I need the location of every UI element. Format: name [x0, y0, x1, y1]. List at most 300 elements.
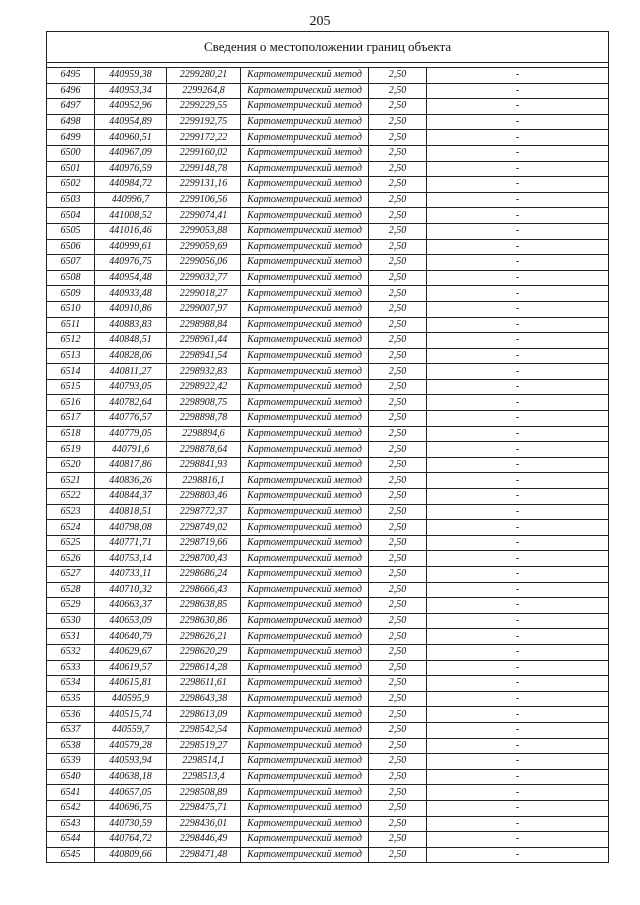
x-coordinate-cell: 440976,75	[95, 255, 167, 271]
x-coordinate-cell: 440696,75	[95, 800, 167, 816]
accuracy-cell: 2,50	[369, 598, 427, 614]
accuracy-cell: 2,50	[369, 348, 427, 364]
description-cell: -	[427, 738, 609, 754]
accuracy-cell: 2,50	[369, 520, 427, 536]
accuracy-cell: 2,50	[369, 847, 427, 863]
x-coordinate-cell: 440771,71	[95, 535, 167, 551]
accuracy-cell: 2,50	[369, 145, 427, 161]
table-row	[47, 130, 609, 146]
point-number-cell: 6539	[47, 754, 95, 770]
x-coordinate-cell: 440753,14	[95, 551, 167, 567]
y-coordinate-cell: 2299172,22	[167, 130, 241, 146]
method-cell: Картометрический метод	[241, 411, 369, 427]
x-coordinate-cell: 440782,64	[95, 395, 167, 411]
table-row	[47, 395, 609, 411]
x-coordinate-cell: 440960,51	[95, 130, 167, 146]
point-number-cell: 6502	[47, 177, 95, 193]
accuracy-cell: 2,50	[369, 114, 427, 130]
method-cell: Картометрический метод	[241, 644, 369, 660]
x-coordinate-cell: 440933,48	[95, 286, 167, 302]
accuracy-cell: 2,50	[369, 457, 427, 473]
description-cell: -	[427, 145, 609, 161]
table-row	[47, 145, 609, 161]
method-cell: Картометрический метод	[241, 442, 369, 458]
section-title-row	[47, 32, 609, 63]
table-row	[47, 660, 609, 676]
table-row	[47, 738, 609, 754]
accuracy-cell: 2,50	[369, 364, 427, 380]
x-coordinate-cell: 440733,11	[95, 567, 167, 583]
accuracy-cell: 2,50	[369, 130, 427, 146]
y-coordinate-cell: 2298666,43	[167, 582, 241, 598]
description-cell: -	[427, 676, 609, 692]
description-cell: -	[427, 613, 609, 629]
accuracy-cell: 2,50	[369, 99, 427, 115]
point-number-cell: 6495	[47, 68, 95, 84]
y-coordinate-cell: 2299059,69	[167, 239, 241, 255]
y-coordinate-cell: 2298471,48	[167, 847, 241, 863]
accuracy-cell: 2,50	[369, 582, 427, 598]
table-row	[47, 192, 609, 208]
x-coordinate-cell: 440999,61	[95, 239, 167, 255]
description-cell: -	[427, 255, 609, 271]
method-cell: Картометрический метод	[241, 457, 369, 473]
y-coordinate-cell: 2299148,78	[167, 161, 241, 177]
description-cell: -	[427, 348, 609, 364]
table-row	[47, 442, 609, 458]
method-cell: Картометрический метод	[241, 551, 369, 567]
method-cell: Картометрический метод	[241, 754, 369, 770]
y-coordinate-cell: 2299032,77	[167, 270, 241, 286]
table-row	[47, 286, 609, 302]
table-row	[47, 800, 609, 816]
description-cell: -	[427, 504, 609, 520]
description-cell: -	[427, 457, 609, 473]
table-row	[47, 161, 609, 177]
method-cell: Картометрический метод	[241, 348, 369, 364]
method-cell: Картометрический метод	[241, 785, 369, 801]
method-cell: Картометрический метод	[241, 161, 369, 177]
description-cell: -	[427, 769, 609, 785]
point-number-cell: 6534	[47, 676, 95, 692]
x-coordinate-cell: 440959,38	[95, 68, 167, 84]
y-coordinate-cell: 2298700,43	[167, 551, 241, 567]
description-cell: -	[427, 130, 609, 146]
table-body	[47, 32, 609, 863]
y-coordinate-cell: 2298626,21	[167, 629, 241, 645]
accuracy-cell: 2,50	[369, 395, 427, 411]
point-number-cell: 6523	[47, 504, 95, 520]
accuracy-cell: 2,50	[369, 613, 427, 629]
description-cell: -	[427, 68, 609, 84]
y-coordinate-cell: 2298749,02	[167, 520, 241, 536]
y-coordinate-cell: 2298519,27	[167, 738, 241, 754]
table-row	[47, 613, 609, 629]
description-cell: -	[427, 333, 609, 349]
point-number-cell: 6529	[47, 598, 95, 614]
y-coordinate-cell: 2299229,55	[167, 99, 241, 115]
method-cell: Картометрический метод	[241, 660, 369, 676]
method-cell: Картометрический метод	[241, 613, 369, 629]
method-cell: Картометрический метод	[241, 535, 369, 551]
description-cell: -	[427, 161, 609, 177]
description-cell: -	[427, 114, 609, 130]
x-coordinate-cell: 440657,05	[95, 785, 167, 801]
table-row	[47, 364, 609, 380]
method-cell: Картометрический метод	[241, 255, 369, 271]
table-row	[47, 567, 609, 583]
x-coordinate-cell: 440779,05	[95, 426, 167, 442]
description-cell: -	[427, 317, 609, 333]
description-cell: -	[427, 582, 609, 598]
accuracy-cell: 2,50	[369, 379, 427, 395]
description-cell: -	[427, 489, 609, 505]
description-cell: -	[427, 270, 609, 286]
table-row	[47, 598, 609, 614]
accuracy-cell: 2,50	[369, 832, 427, 848]
method-cell: Картометрический метод	[241, 567, 369, 583]
x-coordinate-cell: 441016,46	[95, 223, 167, 239]
y-coordinate-cell: 2299007,97	[167, 301, 241, 317]
x-coordinate-cell: 441008,52	[95, 208, 167, 224]
table-row	[47, 644, 609, 660]
method-cell: Картометрический метод	[241, 738, 369, 754]
accuracy-cell: 2,50	[369, 161, 427, 177]
table-row	[47, 317, 609, 333]
y-coordinate-cell: 2298630,86	[167, 613, 241, 629]
y-coordinate-cell: 2299192,75	[167, 114, 241, 130]
table-row	[47, 426, 609, 442]
y-coordinate-cell: 2299056,06	[167, 255, 241, 271]
method-cell: Картометрический метод	[241, 317, 369, 333]
table-row	[47, 457, 609, 473]
method-cell: Картометрический метод	[241, 364, 369, 380]
table-row	[47, 177, 609, 193]
table-row	[47, 114, 609, 130]
accuracy-cell: 2,50	[369, 68, 427, 84]
accuracy-cell: 2,50	[369, 426, 427, 442]
method-cell: Картометрический метод	[241, 520, 369, 536]
point-number-cell: 6505	[47, 223, 95, 239]
x-coordinate-cell: 440798,08	[95, 520, 167, 536]
x-coordinate-cell: 440764,72	[95, 832, 167, 848]
table-row	[47, 489, 609, 505]
point-number-cell: 6513	[47, 348, 95, 364]
accuracy-cell: 2,50	[369, 83, 427, 99]
method-cell: Картометрический метод	[241, 145, 369, 161]
y-coordinate-cell: 2299131,16	[167, 177, 241, 193]
x-coordinate-cell: 440663,37	[95, 598, 167, 614]
point-number-cell: 6533	[47, 660, 95, 676]
y-coordinate-cell: 2298643,38	[167, 691, 241, 707]
description-cell: -	[427, 192, 609, 208]
description-cell: -	[427, 239, 609, 255]
method-cell: Картометрический метод	[241, 270, 369, 286]
x-coordinate-cell: 440883,83	[95, 317, 167, 333]
description-cell: -	[427, 816, 609, 832]
boundary-coordinates-table	[46, 31, 609, 863]
point-number-cell: 6515	[47, 379, 95, 395]
point-number-cell: 6511	[47, 317, 95, 333]
method-cell: Картометрический метод	[241, 301, 369, 317]
x-coordinate-cell: 440952,96	[95, 99, 167, 115]
x-coordinate-cell: 440776,57	[95, 411, 167, 427]
y-coordinate-cell: 2298803,46	[167, 489, 241, 505]
method-cell: Картометрический метод	[241, 426, 369, 442]
description-cell: -	[427, 567, 609, 583]
y-coordinate-cell: 2299106,56	[167, 192, 241, 208]
x-coordinate-cell: 440593,94	[95, 754, 167, 770]
y-coordinate-cell: 2298898,78	[167, 411, 241, 427]
point-number-cell: 6504	[47, 208, 95, 224]
table-row	[47, 676, 609, 692]
point-number-cell: 6522	[47, 489, 95, 505]
method-cell: Картометрический метод	[241, 68, 369, 84]
table-row	[47, 832, 609, 848]
table-row	[47, 239, 609, 255]
x-coordinate-cell: 440811,27	[95, 364, 167, 380]
accuracy-cell: 2,50	[369, 208, 427, 224]
x-coordinate-cell: 440793,05	[95, 379, 167, 395]
accuracy-cell: 2,50	[369, 317, 427, 333]
y-coordinate-cell: 2298613,09	[167, 707, 241, 723]
x-coordinate-cell: 440910,86	[95, 301, 167, 317]
y-coordinate-cell: 2298611,61	[167, 676, 241, 692]
description-cell: -	[427, 629, 609, 645]
point-number-cell: 6536	[47, 707, 95, 723]
accuracy-cell: 2,50	[369, 286, 427, 302]
description-cell: -	[427, 535, 609, 551]
accuracy-cell: 2,50	[369, 722, 427, 738]
x-coordinate-cell: 440579,28	[95, 738, 167, 754]
point-number-cell: 6503	[47, 192, 95, 208]
accuracy-cell: 2,50	[369, 177, 427, 193]
accuracy-cell: 2,50	[369, 644, 427, 660]
accuracy-cell: 2,50	[369, 223, 427, 239]
point-number-cell: 6506	[47, 239, 95, 255]
accuracy-cell: 2,50	[369, 489, 427, 505]
point-number-cell: 6508	[47, 270, 95, 286]
y-coordinate-cell: 2298638,85	[167, 598, 241, 614]
point-number-cell: 6514	[47, 364, 95, 380]
point-number-cell: 6498	[47, 114, 95, 130]
point-number-cell: 6535	[47, 691, 95, 707]
x-coordinate-cell: 440559,7	[95, 722, 167, 738]
x-coordinate-cell: 440809,66	[95, 847, 167, 863]
description-cell: -	[427, 520, 609, 536]
y-coordinate-cell: 2298620,29	[167, 644, 241, 660]
accuracy-cell: 2,50	[369, 239, 427, 255]
x-coordinate-cell: 440967,09	[95, 145, 167, 161]
point-number-cell: 6497	[47, 99, 95, 115]
description-cell: -	[427, 301, 609, 317]
x-coordinate-cell: 440996,7	[95, 192, 167, 208]
table-row	[47, 551, 609, 567]
method-cell: Картометрический метод	[241, 722, 369, 738]
description-cell: -	[427, 208, 609, 224]
table-row	[47, 582, 609, 598]
method-cell: Картометрический метод	[241, 177, 369, 193]
accuracy-cell: 2,50	[369, 738, 427, 754]
x-coordinate-cell: 440638,18	[95, 769, 167, 785]
page-number: 205	[309, 14, 331, 29]
x-coordinate-cell: 440730,59	[95, 816, 167, 832]
x-coordinate-cell: 440710,32	[95, 582, 167, 598]
accuracy-cell: 2,50	[369, 551, 427, 567]
description-cell: -	[427, 707, 609, 723]
point-number-cell: 6496	[47, 83, 95, 99]
point-number-cell: 6544	[47, 832, 95, 848]
table-row	[47, 223, 609, 239]
table-row	[47, 411, 609, 427]
x-coordinate-cell: 440818,51	[95, 504, 167, 520]
description-cell: -	[427, 847, 609, 863]
table-row	[47, 255, 609, 271]
accuracy-cell: 2,50	[369, 255, 427, 271]
description-cell: -	[427, 691, 609, 707]
method-cell: Картометрический метод	[241, 239, 369, 255]
table-row	[47, 769, 609, 785]
table-row	[47, 535, 609, 551]
table-row	[47, 691, 609, 707]
table-row	[47, 847, 609, 863]
x-coordinate-cell: 440828,06	[95, 348, 167, 364]
y-coordinate-cell: 2299074,41	[167, 208, 241, 224]
accuracy-cell: 2,50	[369, 442, 427, 458]
y-coordinate-cell: 2298932,83	[167, 364, 241, 380]
x-coordinate-cell: 440619,57	[95, 660, 167, 676]
description-cell: -	[427, 426, 609, 442]
description-cell: -	[427, 754, 609, 770]
point-number-cell: 6524	[47, 520, 95, 536]
y-coordinate-cell: 2298894,6	[167, 426, 241, 442]
y-coordinate-cell: 2298816,1	[167, 473, 241, 489]
method-cell: Картометрический метод	[241, 379, 369, 395]
method-cell: Картометрический метод	[241, 707, 369, 723]
table-row	[47, 99, 609, 115]
point-number-cell: 6500	[47, 145, 95, 161]
point-number-cell: 6531	[47, 629, 95, 645]
description-cell: -	[427, 785, 609, 801]
table-row	[47, 270, 609, 286]
table-row	[47, 301, 609, 317]
point-number-cell: 6540	[47, 769, 95, 785]
method-cell: Картометрический метод	[241, 676, 369, 692]
point-number-cell: 6517	[47, 411, 95, 427]
description-cell: -	[427, 442, 609, 458]
point-number-cell: 6526	[47, 551, 95, 567]
point-number-cell: 6521	[47, 473, 95, 489]
accuracy-cell: 2,50	[369, 535, 427, 551]
point-number-cell: 6545	[47, 847, 95, 863]
y-coordinate-cell: 2298686,24	[167, 567, 241, 583]
point-number-cell: 6499	[47, 130, 95, 146]
table-row	[47, 208, 609, 224]
point-number-cell: 6509	[47, 286, 95, 302]
table-row	[47, 816, 609, 832]
point-number-cell: 6532	[47, 644, 95, 660]
table-row	[47, 520, 609, 536]
method-cell: Картометрический метод	[241, 333, 369, 349]
accuracy-cell: 2,50	[369, 754, 427, 770]
accuracy-cell: 2,50	[369, 333, 427, 349]
method-cell: Картометрический метод	[241, 473, 369, 489]
description-cell: -	[427, 660, 609, 676]
table-row	[47, 348, 609, 364]
table-row	[47, 754, 609, 770]
accuracy-cell: 2,50	[369, 785, 427, 801]
y-coordinate-cell: 2299018,27	[167, 286, 241, 302]
x-coordinate-cell: 440615,81	[95, 676, 167, 692]
y-coordinate-cell: 2298922,42	[167, 379, 241, 395]
y-coordinate-cell: 2299264,8	[167, 83, 241, 99]
description-cell: -	[427, 99, 609, 115]
y-coordinate-cell: 2298941,54	[167, 348, 241, 364]
table-row	[47, 473, 609, 489]
description-cell: -	[427, 800, 609, 816]
y-coordinate-cell: 2298514,1	[167, 754, 241, 770]
description-cell: -	[427, 223, 609, 239]
description-cell: -	[427, 411, 609, 427]
x-coordinate-cell: 440791,6	[95, 442, 167, 458]
description-cell: -	[427, 395, 609, 411]
point-number-cell: 6519	[47, 442, 95, 458]
method-cell: Картометрический метод	[241, 582, 369, 598]
accuracy-cell: 2,50	[369, 504, 427, 520]
y-coordinate-cell: 2298542,54	[167, 722, 241, 738]
method-cell: Картометрический метод	[241, 629, 369, 645]
description-cell: -	[427, 379, 609, 395]
y-coordinate-cell: 2298719,66	[167, 535, 241, 551]
x-coordinate-cell: 440848,51	[95, 333, 167, 349]
point-number-cell: 6516	[47, 395, 95, 411]
x-coordinate-cell: 440953,34	[95, 83, 167, 99]
x-coordinate-cell: 440954,89	[95, 114, 167, 130]
table-row	[47, 379, 609, 395]
point-number-cell: 6537	[47, 722, 95, 738]
method-cell: Картометрический метод	[241, 192, 369, 208]
description-cell: -	[427, 473, 609, 489]
point-number-cell: 6530	[47, 613, 95, 629]
point-number-cell: 6512	[47, 333, 95, 349]
method-cell: Картометрический метод	[241, 489, 369, 505]
y-coordinate-cell: 2298508,89	[167, 785, 241, 801]
y-coordinate-cell: 2299280,21	[167, 68, 241, 84]
description-cell: -	[427, 644, 609, 660]
point-number-cell: 6525	[47, 535, 95, 551]
description-cell: -	[427, 551, 609, 567]
y-coordinate-cell: 2298878,64	[167, 442, 241, 458]
table-row	[47, 68, 609, 84]
point-number-cell: 6527	[47, 567, 95, 583]
description-cell: -	[427, 722, 609, 738]
table-row	[47, 722, 609, 738]
x-coordinate-cell: 440629,67	[95, 644, 167, 660]
x-coordinate-cell: 440515,74	[95, 707, 167, 723]
accuracy-cell: 2,50	[369, 629, 427, 645]
accuracy-cell: 2,50	[369, 676, 427, 692]
method-cell: Картометрический метод	[241, 504, 369, 520]
x-coordinate-cell: 440640,79	[95, 629, 167, 645]
point-number-cell: 6538	[47, 738, 95, 754]
table-row	[47, 785, 609, 801]
method-cell: Картометрический метод	[241, 691, 369, 707]
y-coordinate-cell: 2298988,84	[167, 317, 241, 333]
y-coordinate-cell: 2298446,49	[167, 832, 241, 848]
method-cell: Картометрический метод	[241, 83, 369, 99]
accuracy-cell: 2,50	[369, 691, 427, 707]
method-cell: Картометрический метод	[241, 223, 369, 239]
